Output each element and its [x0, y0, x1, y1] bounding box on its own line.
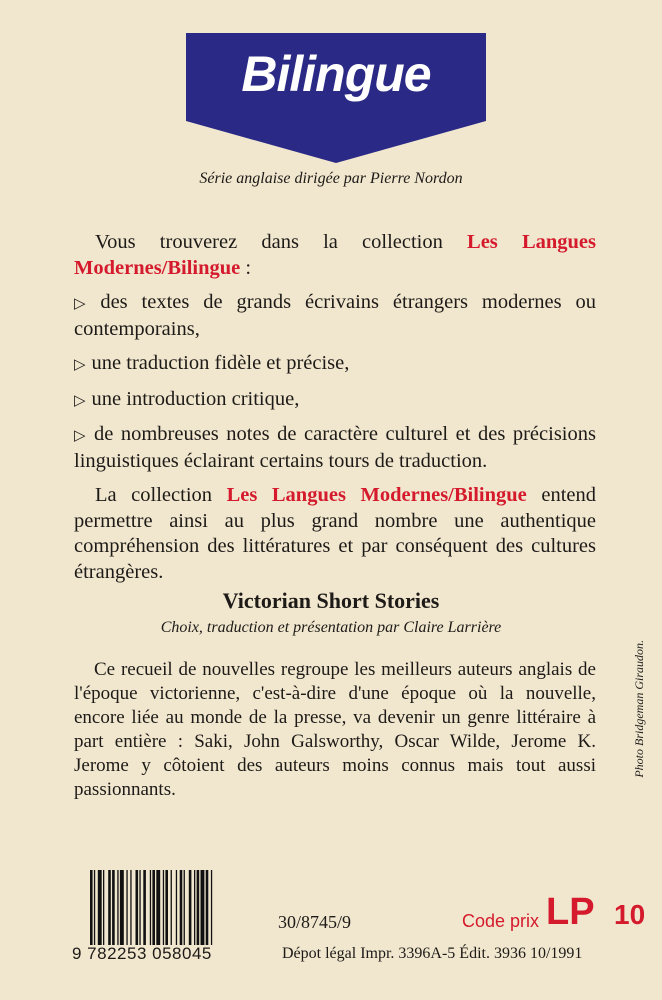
price-code: LP — [546, 891, 595, 933]
barcode-bar — [94, 870, 95, 945]
collection-name: Les Langues Modernes/Bilingue — [226, 484, 527, 506]
barcode-bar — [165, 870, 168, 945]
book-summary: Ce recueil de nouvelles regroupe les meilleurs auteurs anglais de l'époque victorienne, c'est-à-dire d'une époque où la nouvelle, encore liée au monde de la presse, va devenir un genre littéraire à part entière : Saki, John Galsworthy, Oscar Wilde, Jerome K. Jerome y côtoient des auteurs moins connus mais tout aussi passionnants. — [74, 659, 596, 800]
barcode-bar — [117, 870, 118, 945]
barcode-bar — [152, 870, 155, 945]
bullet-item — [74, 422, 596, 474]
barcode-bar — [150, 870, 151, 945]
book-credit: Choix, traduction et présentation par Claire Larrière — [160, 619, 502, 636]
barcode-bar — [194, 870, 195, 945]
series-line: Série anglaise dirigée par Pierre Nordon — [199, 170, 463, 187]
barcode-bar — [171, 870, 172, 945]
barcode-bar — [130, 870, 131, 945]
intro-lead: Vous trouverez dans la collection — [95, 231, 468, 253]
barcode-bar — [143, 870, 146, 945]
bullet-text: une introduction critique, — [91, 387, 300, 410]
code-prix-label: Code prix — [462, 911, 540, 931]
bullet-item — [74, 387, 596, 414]
triangle-bullet-icon: ▷ — [74, 355, 86, 373]
barcode-bar — [98, 870, 102, 945]
barcode-bar — [176, 870, 177, 945]
barcode-bar — [136, 870, 139, 945]
barcode-bar — [163, 870, 164, 945]
collection-description — [74, 230, 596, 585]
triangle-bullet-icon: ▷ — [74, 294, 95, 312]
barcode-bar — [108, 870, 111, 945]
barcode-bar — [90, 870, 93, 945]
barcode-bar — [156, 870, 160, 945]
collection-paragraph — [74, 483, 596, 585]
para2-rest: entend permettre ainsi au plus grand nombre une authentique compréhension des littératures et par conséquent des cultures étrangères. — [74, 484, 596, 583]
collection-name: Les Langues Modernes/Bilingue — [74, 231, 596, 279]
bilingue-banner — [186, 33, 486, 163]
reference-number: 30/8745/9 — [278, 912, 352, 932]
book-title: Victorian Short Stories — [222, 588, 440, 613]
intro-colon: : — [240, 256, 252, 279]
barcode-bar — [201, 870, 205, 945]
barcode-bar — [139, 870, 140, 945]
barcode — [88, 870, 263, 945]
para2-lead: La collection — [95, 484, 227, 506]
barcode-bar — [197, 870, 200, 945]
barcode-bar — [126, 870, 127, 945]
barcode-bar — [184, 870, 185, 945]
price-number: 10 — [614, 899, 646, 930]
barcode-bar — [120, 870, 124, 945]
barcode-bar — [180, 870, 183, 945]
isbn-number: 9 782253 058045 — [72, 944, 212, 963]
bullet-item — [74, 351, 596, 378]
triangle-bullet-icon: ▷ — [74, 426, 88, 444]
barcode-bar — [206, 870, 209, 945]
photo-credit: Photo Bridgeman Giraudon. — [632, 640, 646, 778]
depot-legal: Dépot légal Impr. 3396A-5 Édit. 3936 10/1991 — [282, 945, 583, 962]
barcode-bar — [103, 870, 104, 945]
bullet-item — [74, 290, 596, 342]
barcode-bar — [189, 870, 192, 945]
brand-title: Bilingue — [241, 46, 431, 102]
bullet-text: une traduction fidèle et précise, — [91, 352, 350, 374]
barcode-bars — [88, 870, 263, 945]
bullet-text: de nombreuses notes de caractère culturel et des précisions linguistiques éclairant certains tours de traduction. — [74, 423, 596, 472]
intro-paragraph — [74, 230, 596, 281]
barcode-bar — [211, 870, 212, 945]
triangle-bullet-icon: ▷ — [74, 390, 86, 409]
barcode-bar — [112, 870, 115, 945]
bullet-text: des textes de grands écrivains étrangers modernes ou contemporains, — [74, 291, 596, 340]
